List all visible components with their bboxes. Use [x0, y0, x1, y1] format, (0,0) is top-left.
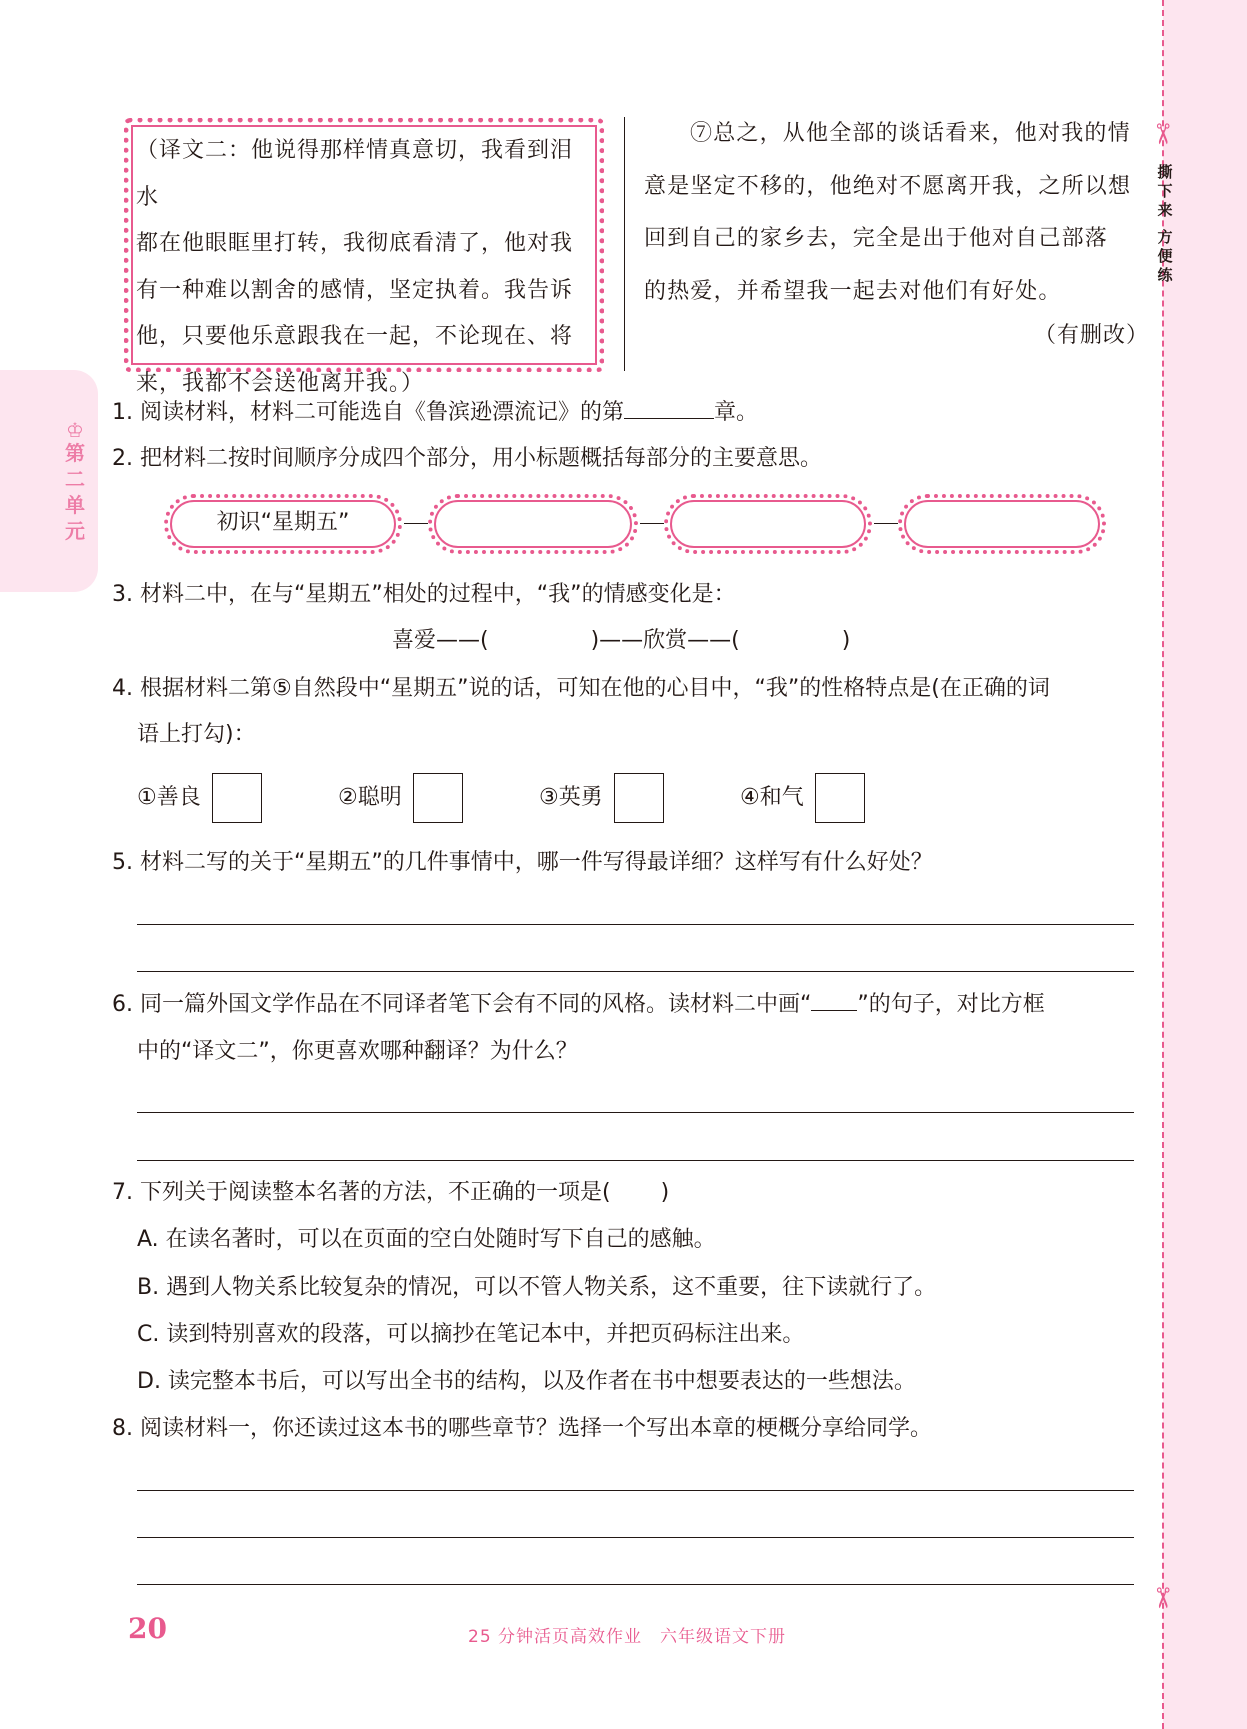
- material-paragraph: ⑦总之，从他全部的谈话看来，他对我的情 意是坚定不移的，他绝对不愿离开我，之所以想 回到自己的家乡去，完全是出于他对自己部落 的热爱，并希望我一起去对他们有好处。: [644, 121, 1132, 304]
- answer-line[interactable]: [137, 924, 1134, 925]
- page-number: 20: [128, 1612, 167, 1645]
- q4-option-3: ③英勇: [539, 785, 603, 810]
- question-6: 6. 同一篇外国文学作品在不同译者笔下会有不同的风格。读材料二中画“ ”的句子，对比方框: [112, 992, 1045, 1017]
- question-7: 7. 下列关于阅读整本名著的方法，不正确的一项是( ): [112, 1180, 670, 1205]
- question-3: 3. 材料二中，在与“星期五”相处的过程中，“我”的情感变化是：: [112, 582, 736, 607]
- subtitle-box-2[interactable]: [428, 494, 638, 554]
- subtitle-box-1: 初识“星期五”: [164, 494, 402, 554]
- subtitle-box-4[interactable]: [898, 494, 1106, 554]
- q7-option-c: C. 读到特别喜欢的段落，可以摘抄在笔记本中，并把页码标注出来。: [137, 1322, 805, 1347]
- q4-option-2: ②聪明: [338, 785, 402, 810]
- question-2: 2. 把材料二按时间顺序分成四个部分，用小标题概括每部分的主要意思。: [112, 446, 822, 471]
- column-divider: [624, 117, 625, 371]
- answer-line[interactable]: [137, 1160, 1134, 1161]
- q4-option-1: ①善良: [137, 785, 201, 810]
- q4-checkbox-3[interactable]: [614, 773, 664, 823]
- q7-option-b: B. 遇到人物关系比较复杂的情况，可以不管人物关系，这不重要，往下读就行了。: [137, 1275, 937, 1300]
- q7-option-d: D. 读完整本书后，可以写出全书的结构，以及作者在书中想要表达的一些想法。: [137, 1369, 916, 1394]
- subtitle-box-3[interactable]: [664, 494, 872, 554]
- q4-checkbox-1[interactable]: [212, 773, 262, 823]
- footer-title: 25 分钟活页高效作业 六年级语文下册: [468, 1627, 787, 1647]
- tear-label-col1: 撕 下 来: [1157, 163, 1173, 219]
- tear-label-col2: 方 便 练: [1157, 228, 1173, 284]
- scissors-icon: ✂: [1146, 122, 1179, 146]
- answer-line[interactable]: [137, 1112, 1134, 1113]
- question-5: 5. 材料二写的关于“星期五”的几件事情中，哪一件写得最详细？这样写有什么好处？: [112, 850, 933, 875]
- connector-dash: [640, 523, 664, 524]
- q4-checkbox-4[interactable]: [815, 773, 865, 823]
- question-4-cont: 语上打勾)：: [137, 722, 256, 747]
- answer-line[interactable]: [137, 971, 1134, 972]
- book-icon: ♔: [66, 418, 84, 442]
- q3-emotion-chain: 喜爱——( )——欣赏——( ): [392, 628, 851, 653]
- underline-sample: [811, 1010, 857, 1011]
- question-6-cont: 中的“译文二”，你更喜欢哪种翻译？为什么？: [137, 1039, 578, 1064]
- connector-dash: [874, 523, 898, 524]
- connector-dash: [404, 523, 428, 524]
- source-note: （有删改）: [1034, 323, 1150, 348]
- unit-label: 第 二 单 元: [65, 441, 85, 543]
- q1-blank[interactable]: [624, 418, 714, 419]
- scissors-icon-bottom: ✂: [1146, 1586, 1179, 1610]
- answer-line[interactable]: [137, 1537, 1134, 1538]
- q4-option-4: ④和气: [740, 785, 804, 810]
- translation-text: （译文二：他说得那样情真意切，我看到泪水 都在他眼眶里打转，我彻底看清了，他对我 有一种难以割舍的感情，坚定执着。我告诉 他，只要他乐意跟我在一起，不论现在、将 来，我都不会送他离开我。）: [136, 138, 574, 396]
- question-1: 1. 阅读材料，材料二可能选自《鲁滨逊漂流记》的第 章。: [112, 400, 759, 425]
- question-8: 8. 阅读材料一，你还读过这本书的哪些章节？选择一个写出本章的梗概分享给同学。: [112, 1416, 932, 1441]
- answer-line[interactable]: [137, 1490, 1134, 1491]
- question-4: 4. 根据材料二第⑤自然段中“星期五”说的话，可知在他的心目中，“我”的性格特点是(在正确的词: [112, 676, 1050, 701]
- q4-checkbox-2[interactable]: [413, 773, 463, 823]
- q7-option-a: A. 在读名著时，可以在页面的空白处随时写下自己的感触。: [137, 1227, 716, 1252]
- answer-line[interactable]: [137, 1584, 1134, 1585]
